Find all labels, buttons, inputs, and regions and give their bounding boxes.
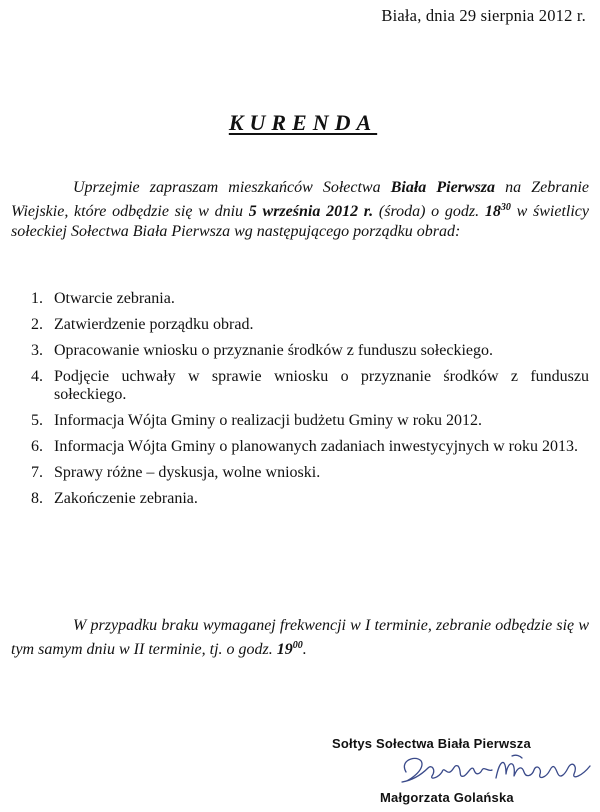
meeting-hour-value: 18 (484, 203, 501, 220)
second-term-hour-value: 19 (276, 641, 293, 658)
agenda-item (26, 490, 589, 508)
agenda-item (26, 464, 589, 482)
intro-text-2: na Zebranie Wiejskie, które odbędzie się w dniu (11, 179, 590, 220)
agenda-item-number: 2. (31, 316, 43, 333)
village-name: Biała Pierwsza (390, 179, 496, 196)
agenda-item-text: Sprawy różne – dyskusja, wolne wnioski. (54, 464, 321, 481)
second-term-hour (277, 641, 303, 658)
agenda-item-text: Podjęcie uchwały w sprawie wniosku o przyznanie środków z funduszu sołeckiego. (54, 368, 589, 403)
intro-paragraph (11, 178, 589, 242)
agenda-item-text: Otwarcie zebrania. (54, 290, 175, 307)
agenda-item (26, 438, 589, 456)
agenda-item-number: 5. (31, 412, 43, 429)
intro-text-1: Uprzejmie zapraszam mieszkańców Sołectwa (73, 179, 391, 196)
signer-role: Sołtys Sołectwa Biała Pierwsza (332, 736, 531, 751)
agenda-item-text: Opracowanie wniosku o przyznanie środków z funduszu sołeckiego. (54, 342, 493, 359)
agenda-item-text: Zakończenie zebrania. (54, 490, 198, 507)
date-line: Biała, dnia 29 sierpnia 2012 r. (381, 6, 586, 25)
agenda-item-text: Zatwierdzenie porządku obrad. (54, 316, 254, 333)
signer-name: Małgorzata Golańska (380, 790, 514, 805)
agenda-item-text: Informacja Wójta Gminy o realizacji budżetu Gminy w roku 2012. (54, 412, 483, 429)
agenda-item-number: 7. (31, 464, 43, 481)
handwritten-signature (392, 752, 597, 792)
agenda-item (26, 316, 589, 334)
agenda-item-text: Informacja Wójta Gminy o planowanych zadaniach inwestycyjnych w roku 2013. (54, 438, 578, 455)
intro-text-4: w świetlicy sołeckiej Sołectwa Biała Pierwsza wg następującego porządku obrad: (11, 203, 589, 240)
agenda-item-number: 8. (31, 490, 43, 507)
agenda-item (26, 342, 589, 360)
agenda-list (26, 290, 589, 516)
second-term-hour-minutes: 00 (292, 640, 303, 651)
agenda-item (26, 368, 589, 404)
agenda-item-number: 4. (31, 368, 43, 385)
agenda-item (26, 290, 589, 308)
title-text: KURENDA (228, 110, 378, 135)
agenda-item-number: 6. (31, 438, 43, 455)
document-title (0, 110, 600, 136)
agenda-item (26, 412, 589, 430)
agenda-item-number: 3. (31, 342, 43, 359)
closing-text-1: W przypadku braku wymaganej frekwencji w I terminie, zebranie odbędzie się w tym samym dniu w II terminie, tj. o godz. (11, 617, 589, 658)
meeting-hour (485, 203, 511, 220)
agenda-item-number: 1. (31, 290, 43, 307)
intro-text-3: (środa) o godz. (373, 203, 485, 220)
meeting-date: 5 września 2012 r. (248, 203, 374, 220)
closing-paragraph (11, 616, 589, 660)
meeting-hour-minutes: 30 (500, 202, 511, 213)
closing-text-2: . (302, 641, 307, 658)
